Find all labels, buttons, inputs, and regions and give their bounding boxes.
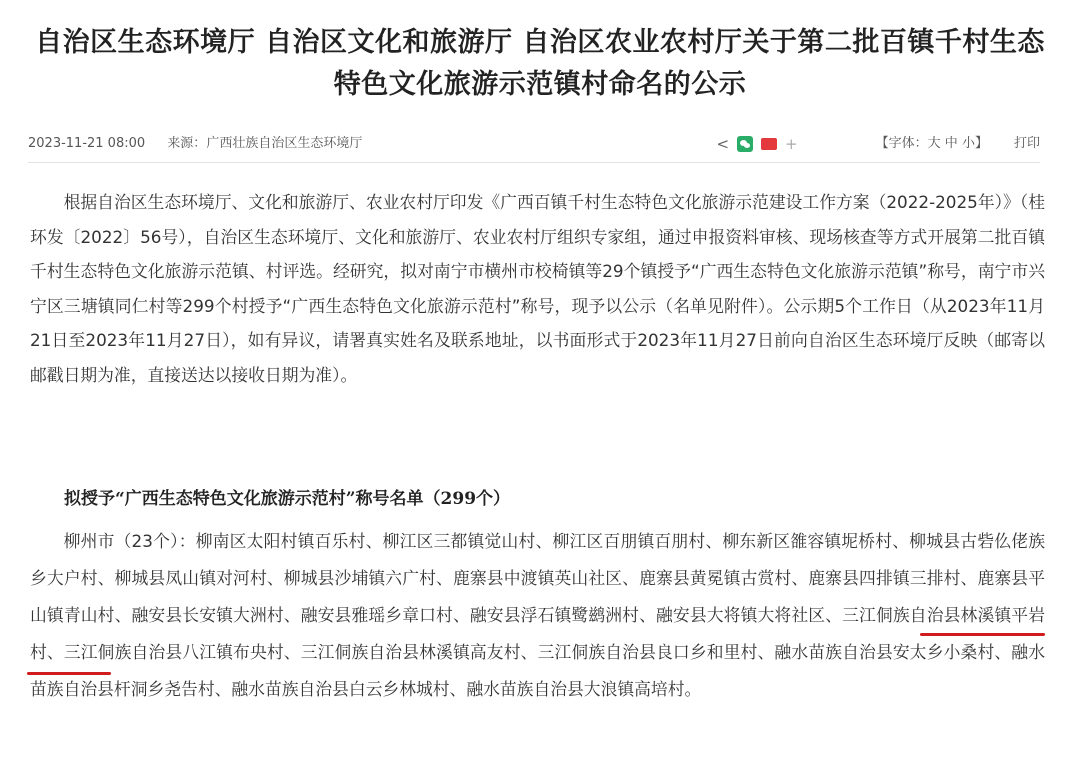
article-title [0, 22, 1080, 106]
font-size-label: 【字体： [875, 136, 928, 151]
wechat-icon[interactable] [737, 136, 753, 152]
plus-icon[interactable]: + [785, 135, 798, 153]
share-bar [716, 133, 805, 155]
font-size-medium-button[interactable]: 中 [944, 136, 958, 151]
highlight-underline-2 [27, 672, 111, 675]
font-size-large-button[interactable]: 大 [927, 136, 941, 151]
article-body [30, 185, 1045, 392]
font-size-small-button[interactable]: 小 [961, 136, 975, 151]
highlight-underline-1 [920, 633, 1045, 636]
list-subheading: 拟授予“广西生态特色文化旅游示范村”称号名单（299个） [64, 489, 511, 509]
source-info [167, 136, 362, 151]
font-size-switcher [876, 133, 988, 155]
publish-date: 2023-11-21 08:00 [28, 136, 146, 151]
article-meta-bar [28, 133, 1040, 155]
font-size-bracket-end: 】 [974, 136, 988, 151]
source-label: 来源： [167, 136, 207, 151]
liuzhou-village-list: 柳州市（23个）：柳南区太阳村镇百乐村、柳江区三都镇觉山村、柳江区百朋镇百朋村、柳东新区雒容镇坭桥村、柳城县古砦仫佬族乡大户村、柳城县凤山镇对河村、柳城县沙埔镇六广村、鹿寨县中渡镇英山社区、鹿寨县黄冕镇古赏村、鹿寨县四排镇三排村、鹿寨县平山镇青山村、融安县长安镇大洲村、融安县雅瑶乡章口村、融安县浮石镇鹭鹚洲村、融安县大将镇大将社区、三江侗族自治县林溪镇平岩村、三江侗族自治县八江镇布央村、三江侗族自治县林溪镇高友村、三江侗族自治县良口乡和里村、融水苗族自治县安太乡小桑村、融水苗族自治县杆洞乡尧告村、融水苗族自治县白云乡林城村、融水苗族自治县大浪镇高培村。 [30, 531, 1045, 699]
print-link[interactable]: 打印 [1013, 136, 1040, 151]
meta-divider [28, 162, 1040, 163]
source-name: 广西壮族自治区生态环境厅 [206, 136, 363, 151]
weibo-icon[interactable] [761, 138, 777, 150]
share-icon[interactable]: < [716, 135, 730, 153]
article-paragraph-1: 根据自治区生态环境厅、文化和旅游厅、农业农村厅印发《广西百镇千村生态特色文化旅游示范建设工作方案（2022-2025年）》（桂环发〔2022〕56号），自治区生态环境厅、文化和旅游厅、农业农村厅组织专家组，通过申报资料审核、现场核查等方式开展第二批百镇千村生态特色文化旅游示范镇、村评选。经研究，拟对南宁市横州市校椅镇等29个镇授予“广西生态特色文化旅游示范镇”称号，南宁市兴宁区三塘镇同仁村等299个村授予“广西生态特色文化旅游示范村”称号，现予以公示（名单见附件）。公示期5个工作日（从2023年11月21日至2023年11月27日），如有异议，请署真实姓名及联系地址，以书面形式于2023年11月27日前向自治区生态环境厅反映（邮寄以邮戳日期为准，直接送达以接收日期为准）。 [30, 192, 1045, 385]
article-title-line-1: 自治区生态环境厅 自治区文化和旅游厅 自治区农业农村厅关于第二批百镇千村生态 [35, 27, 1045, 58]
village-list [30, 523, 1045, 708]
article-meta-right [716, 133, 1040, 155]
article-title-line-2: 特色文化旅游示范镇村命名的公示 [333, 69, 747, 100]
